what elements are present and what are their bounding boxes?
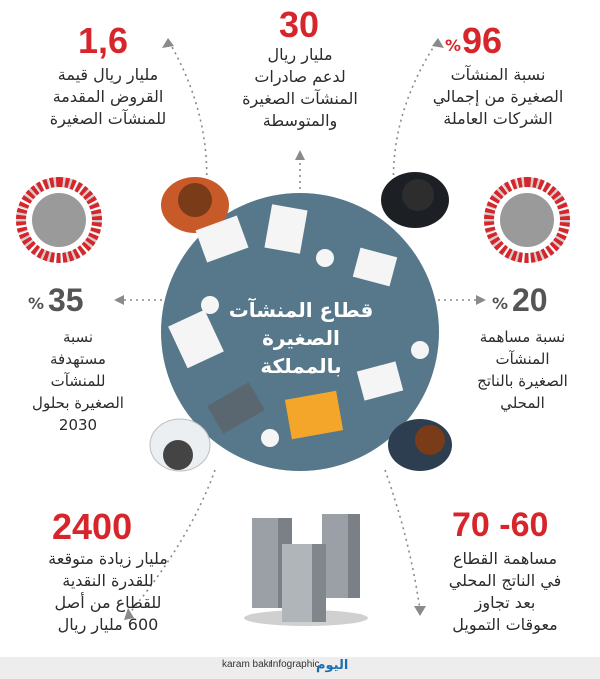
- footer-credit: karam bakr: [222, 659, 273, 670]
- person-top-right: [381, 172, 449, 228]
- stat-number-gdp: 20: [512, 282, 548, 318]
- person-bottom-right: [388, 419, 452, 471]
- stat-text-liquidity: مليار زيادة متوقعة للقدرة النقدية للقطاع من أصل 600 مليار ريال: [48, 549, 168, 634]
- stat-text-exports: مليار ريال لدعم صادرات المنشآت الصغيرة والمتوسطة: [242, 45, 358, 130]
- stat-number-share-value: 96: [462, 20, 503, 61]
- stat-number-loans: 1,6: [78, 20, 129, 61]
- buildings-icon: [236, 510, 376, 630]
- stat-number-exports: 30: [279, 4, 320, 45]
- stat-text-loans: مليار ريال قيمة القروض المقدمة للمنشآت الصغيرة: [49, 65, 167, 128]
- stat-text-share: نسبة المنشآت الصغيرة من إجمالي الشركات العاملة: [432, 65, 564, 128]
- stat-number-contribution: 70 -60: [452, 506, 549, 544]
- brand-logo: اليوم: [316, 658, 349, 673]
- stat-text-contribution: مساهمة القطاع في الناتج المحلي بعد تجاوز معوقات التمويل: [448, 549, 562, 634]
- percent-sign: %: [28, 294, 45, 313]
- percent-sign: %: [492, 294, 509, 313]
- stat-number-liquidity: 2400: [52, 506, 133, 547]
- stat-text-target: نسبة مستهدفة للمنشآت الصغيرة بحلول 2030: [32, 328, 124, 434]
- center-title: قطاع المنشآت الصغيرة بالمملكة: [228, 298, 374, 378]
- percent-sign: %: [445, 36, 462, 55]
- stat-text-gdp: نسبة مساهمة المنشآت الصغيرة بالناتج المحلي: [477, 328, 568, 412]
- person-bottom-left: [150, 419, 210, 471]
- footer: [0, 657, 600, 679]
- stat-number-target: 35: [48, 282, 84, 318]
- footer-label: Infographic: [270, 659, 320, 670]
